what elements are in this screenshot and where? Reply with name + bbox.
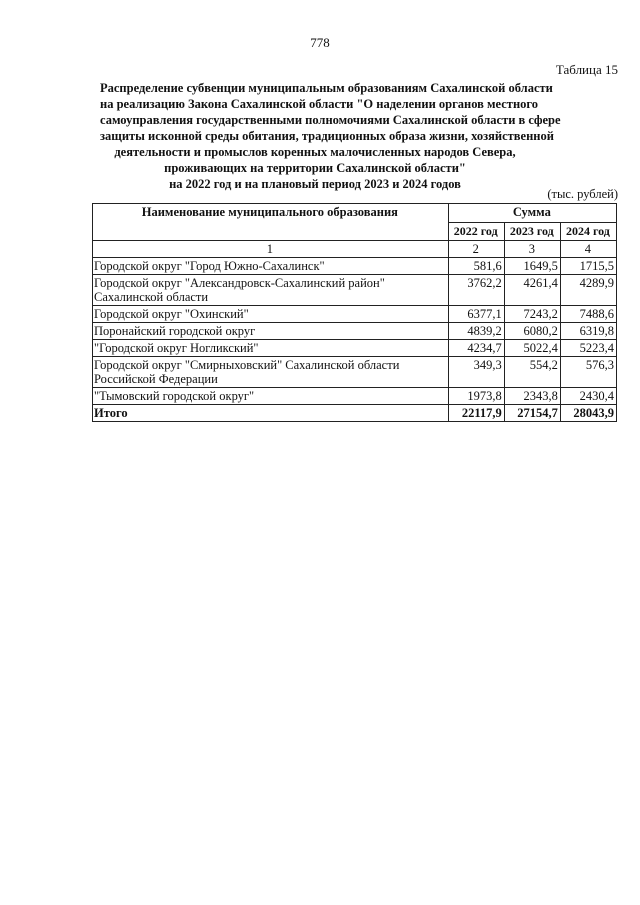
value-2024: 6319,8 bbox=[560, 323, 616, 340]
value-2023: 6080,2 bbox=[504, 323, 560, 340]
value-2024: 2430,4 bbox=[560, 388, 616, 405]
municipality-name: Городской округ "Александровск-Сахалинский район" Сахалинской области bbox=[93, 275, 449, 306]
document-title bbox=[100, 80, 561, 192]
header-sum: Сумма bbox=[448, 204, 616, 223]
value-2023: 7243,2 bbox=[504, 306, 560, 323]
value-2023: 1649,5 bbox=[504, 258, 560, 275]
title-line: деятельности и промыслов коренных малочисленных народов Севера, bbox=[114, 145, 516, 159]
subvention-table bbox=[92, 203, 617, 422]
table-row bbox=[93, 323, 617, 340]
value-2022: 6377,1 bbox=[448, 306, 504, 323]
table-label: Таблица 15 bbox=[555, 62, 618, 77]
table-row bbox=[93, 357, 617, 388]
column-index: 3 bbox=[504, 241, 560, 258]
total-2022: 22117,9 bbox=[448, 405, 504, 422]
value-2022: 3762,2 bbox=[448, 275, 504, 306]
title-line: проживающих на территории Сахалинской области" bbox=[164, 161, 466, 175]
total-2024: 28043,9 bbox=[560, 405, 616, 422]
total-row bbox=[93, 405, 617, 422]
column-index: 2 bbox=[448, 241, 504, 258]
table-row bbox=[93, 258, 617, 275]
title-line: на реализацию Закона Сахалинской области "О наделении органов местного bbox=[100, 97, 539, 111]
table-row bbox=[93, 388, 617, 405]
municipality-name: Городской округ "Охинский" bbox=[93, 306, 449, 323]
value-2023: 5022,4 bbox=[504, 340, 560, 357]
title-line: самоуправления государственными полномочиями Сахалинской области в сфере bbox=[100, 113, 561, 127]
table-row bbox=[93, 306, 617, 323]
title-line: на 2022 год и на плановый период 2023 и 2024 годов bbox=[169, 177, 461, 191]
title-line: защиты исконной среды обитания, традиционных образа жизни, хозяйственной bbox=[100, 129, 554, 143]
municipality-name: Городской округ "Город Южно-Сахалинск" bbox=[93, 258, 449, 275]
total-2023: 27154,7 bbox=[504, 405, 560, 422]
header-year-2024: 2024 год bbox=[560, 223, 616, 241]
column-index: 4 bbox=[560, 241, 616, 258]
municipality-name: Городской округ "Смирныховский" Сахалинской области Российской Федерации bbox=[93, 357, 449, 388]
value-2022: 581,6 bbox=[448, 258, 504, 275]
value-2022: 349,3 bbox=[448, 357, 504, 388]
page-number: 778 bbox=[310, 35, 330, 50]
header-municipality: Наименование муниципального образования bbox=[93, 204, 449, 241]
value-2023: 2343,8 bbox=[504, 388, 560, 405]
header-year-2023: 2023 год bbox=[504, 223, 560, 241]
value-2024: 1715,5 bbox=[560, 258, 616, 275]
column-index: 1 bbox=[93, 241, 449, 258]
municipality-name: "Тымовский городской округ" bbox=[93, 388, 449, 405]
value-2022: 4839,2 bbox=[448, 323, 504, 340]
title-line: Распределение субвенции муниципальным образованиям Сахалинской области bbox=[100, 81, 553, 95]
value-2023: 554,2 bbox=[504, 357, 560, 388]
value-2022: 1973,8 bbox=[448, 388, 504, 405]
column-index-row bbox=[93, 241, 617, 258]
header-year-2022: 2022 год bbox=[448, 223, 504, 241]
municipality-name: Поронайский городской округ bbox=[93, 323, 449, 340]
municipality-name: "Городской округ Ногликский" bbox=[93, 340, 449, 357]
value-2024: 5223,4 bbox=[560, 340, 616, 357]
units-note: (тыс. рублей) bbox=[547, 187, 618, 201]
header-row bbox=[93, 204, 617, 223]
table-row bbox=[93, 340, 617, 357]
value-2024: 7488,6 bbox=[560, 306, 616, 323]
value-2022: 4234,7 bbox=[448, 340, 504, 357]
table-row bbox=[93, 275, 617, 306]
value-2024: 576,3 bbox=[560, 357, 616, 388]
value-2023: 4261,4 bbox=[504, 275, 560, 306]
total-label: Итого bbox=[93, 405, 449, 422]
value-2024: 4289,9 bbox=[560, 275, 616, 306]
